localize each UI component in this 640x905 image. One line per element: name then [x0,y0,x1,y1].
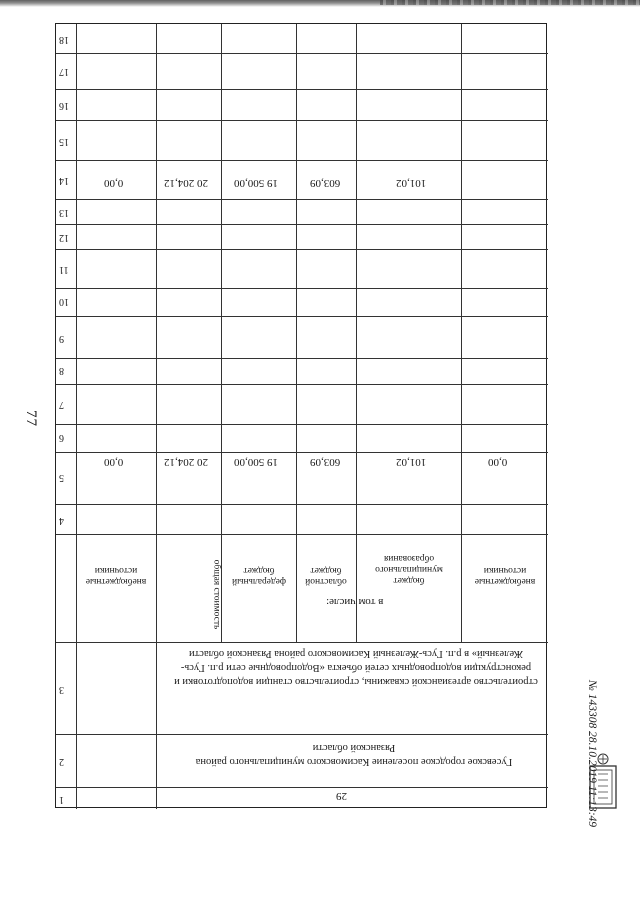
col14-value: 20 204,12 [164,177,208,189]
funding-label: внебюджетные источники [474,565,536,586]
col6-value: 19 500,00 [234,456,278,468]
funding-label: общая стоимость [211,559,222,630]
row-number: 29 [336,790,347,802]
col14-value: 101,02 [396,177,427,189]
column-number: 9 [59,333,64,344]
column-number: 10 [59,296,69,307]
col6-value: 603,09 [310,456,341,468]
funding-label: внебюджетные источники [85,565,147,586]
col6-value: 0,00 [488,456,508,468]
document-reference: № 143308 28.10.2019 11:13:49 [586,680,598,828]
funding-label: областной бюджет [305,565,347,586]
budget-table [55,23,547,808]
treasury-stamp [588,752,618,810]
funding-label: федеральный бюджет [232,565,286,586]
column-number: 4 [59,515,64,526]
column-number: 1 [59,794,64,805]
column-number: 15 [59,136,69,147]
in-total-label: в том числе: [326,596,384,608]
column-number: 17 [59,66,69,77]
project-description: строительство артезианской скважины, строительство станции водоподготовки и реконструкции водопроводных сетей объекта «Водопроводные сети р.п. Гусь-Железный» в р.п. Гусь-Железный Касимовского района Рязанской области [174,648,538,687]
column-number: 6 [59,432,64,443]
column-number: 13 [59,207,69,218]
page-number: 77 [23,410,39,427]
col14-value: 603,09 [310,177,341,189]
municipality-name: Гусевское городское поселение Касимовского муниципального района Рязанской области [195,742,513,767]
column-number: 16 [59,100,69,111]
funding-label: бюджет муниципального образования [375,553,443,585]
column-number: 3 [59,684,64,695]
column-number: 5 [59,472,64,483]
column-number: 8 [59,365,64,376]
col6-value: 20 204,12 [164,456,208,468]
col6-value: 0,00 [104,456,124,468]
column-number: 18 [59,34,69,45]
column-number: 11 [59,264,69,275]
col14-value: 0,00 [104,177,124,189]
column-number: 2 [59,756,64,767]
scan-edge-noise [380,0,640,5]
col6-value: 101,02 [396,456,427,468]
column-number: 14 [59,175,69,186]
column-number: 12 [59,232,69,243]
col14-value: 19 500,00 [234,177,278,189]
column-number: 7 [59,399,64,410]
